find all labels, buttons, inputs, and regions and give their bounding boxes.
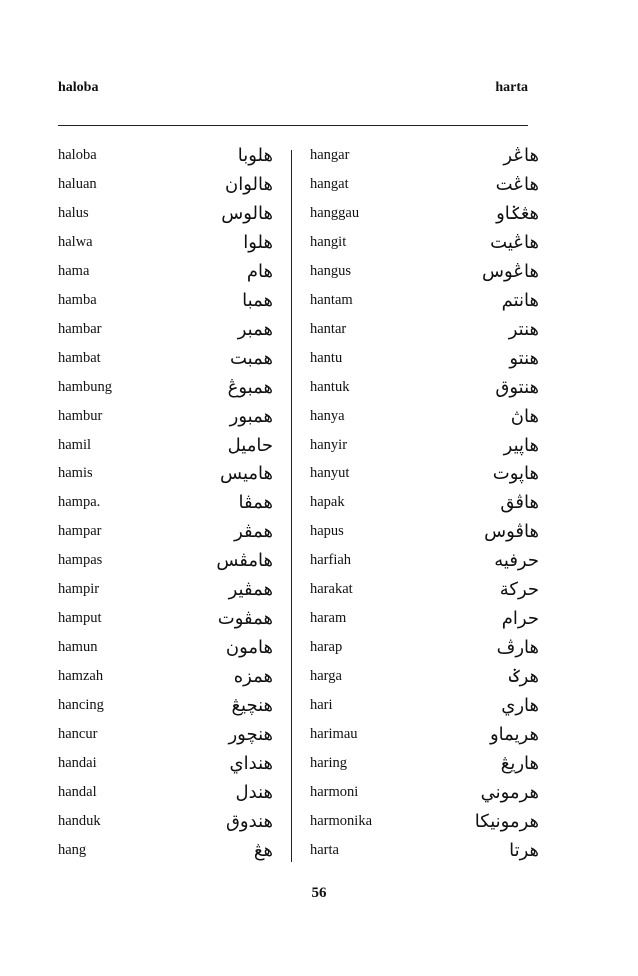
dictionary-entry: [58, 693, 283, 722]
jawi-word: هرݢ: [509, 666, 539, 688]
latin-word: hari: [310, 697, 333, 714]
dictionary-entry: [310, 259, 539, 288]
latin-word: hambung: [58, 378, 112, 395]
jawi-word: همڤوت: [217, 608, 273, 630]
dictionary-entry: [58, 404, 283, 433]
dictionary-entry: [58, 780, 283, 809]
dictionary-entry: [58, 288, 283, 317]
latin-word: hambat: [58, 349, 101, 366]
page-number: 56: [311, 885, 327, 901]
latin-word: haring: [310, 755, 348, 772]
latin-word: hambur: [58, 407, 103, 424]
dictionary-entry: [58, 577, 283, 606]
latin-word: hangar: [310, 147, 350, 163]
dictionary-entry: [310, 346, 539, 375]
dictionary-entry: [310, 230, 539, 259]
jawi-word: هاڤق: [500, 492, 539, 514]
jawi-word: هاڠت: [495, 173, 539, 195]
dictionary-entry: [310, 548, 539, 577]
jawi-word: هامڤس: [216, 550, 273, 572]
dictionary-entry: [58, 606, 283, 635]
jawi-word: هلوا: [243, 231, 273, 253]
dictionary-entry: [58, 838, 283, 867]
header-first-word: haloba: [58, 80, 99, 95]
jawi-word: هاڠوس: [482, 260, 539, 282]
latin-word: hamis: [58, 465, 93, 482]
latin-word: hanya: [310, 407, 345, 424]
jawi-word: هنتو: [509, 347, 539, 369]
dictionary-entry: [310, 693, 539, 722]
latin-word: hama: [58, 262, 90, 279]
dictionary-entry: [310, 461, 539, 490]
jawi-word: حاميل: [227, 434, 273, 456]
latin-word: hangit: [310, 233, 347, 250]
latin-word: hampir: [58, 581, 100, 598]
dictionary-entry: [310, 519, 539, 548]
left-column: [58, 143, 283, 867]
dictionary-entry: [310, 635, 539, 664]
dictionary-entry: [58, 433, 283, 462]
jawi-word: هالوان: [225, 173, 273, 195]
jawi-word: هاڠر: [503, 145, 539, 166]
latin-word: haloba: [58, 147, 97, 163]
dictionary-entry: [310, 201, 539, 230]
dictionary-entry: [310, 780, 539, 809]
dictionary-entry: [58, 751, 283, 780]
jawi-word: هرمونيکا: [474, 810, 539, 832]
latin-word: hapak: [310, 494, 345, 511]
dictionary-entry: [58, 635, 283, 664]
jawi-word: هنتوق: [495, 376, 539, 398]
jawi-word: هرتا: [509, 839, 539, 861]
dictionary-entry: [58, 230, 283, 259]
dictionary-entry: [310, 375, 539, 404]
dictionary-entry: [310, 172, 539, 201]
latin-word: harimau: [310, 726, 358, 743]
latin-word: haram: [310, 610, 347, 627]
jawi-word: هاڽوت: [492, 463, 539, 485]
latin-word: hampa.: [58, 494, 101, 511]
jawi-word: هندوق: [225, 810, 273, 832]
dictionary-entry: [310, 404, 539, 433]
dictionary-entry: [58, 317, 283, 346]
jawi-word: همڤير: [228, 579, 273, 601]
jawi-word: هنتر: [508, 318, 539, 340]
latin-word: harmoni: [310, 783, 359, 800]
latin-word: hampar: [58, 523, 102, 540]
dictionary-entry: [58, 548, 283, 577]
jawi-word: هاڽير: [503, 434, 539, 456]
dictionary-entry: [310, 722, 539, 751]
latin-word: hangat: [310, 175, 349, 192]
dictionary-entry: [58, 346, 283, 375]
jawi-word: هڠ: [253, 839, 273, 861]
jawi-word: هنچور: [228, 724, 273, 746]
dictionary-entry: [58, 490, 283, 519]
jawi-word: همبور: [229, 405, 273, 427]
header-rule: [58, 125, 528, 126]
dictionary-entry: [310, 809, 539, 838]
jawi-word: حرفيه: [494, 550, 539, 572]
latin-word: hanyut: [310, 465, 350, 482]
dictionary-entry: [58, 722, 283, 751]
jawi-word: همڤا: [238, 492, 273, 514]
jawi-word: حرام: [501, 608, 539, 630]
jawi-word: حركة: [499, 579, 539, 601]
latin-word: halwa: [58, 233, 93, 250]
dictionary-entry: [58, 664, 283, 693]
jawi-word: هندل: [235, 781, 273, 803]
latin-word: hanggau: [310, 204, 360, 221]
jawi-word: همبت: [229, 347, 273, 369]
latin-word: harap: [310, 639, 343, 656]
latin-word: harfiah: [310, 552, 352, 569]
jawi-word: هارڤ: [496, 637, 539, 659]
latin-word: hamil: [58, 436, 92, 453]
jawi-word: هريماو: [489, 724, 539, 746]
dictionary-entry: [58, 461, 283, 490]
dictionary-entry: [58, 375, 283, 404]
latin-word: hanyir: [310, 436, 348, 453]
jawi-word: هنداي: [229, 753, 273, 775]
latin-word: hancing: [58, 697, 104, 714]
dictionary-entry: [310, 606, 539, 635]
jawi-word: هاڠيت: [490, 231, 539, 253]
latin-word: hantu: [310, 349, 343, 366]
jawi-word: هالوس: [221, 202, 273, 224]
latin-word: hampas: [58, 552, 103, 569]
dictionary-entry: [58, 519, 283, 548]
jawi-word: همبا: [242, 289, 273, 311]
jawi-word: هنچيڠ: [231, 695, 273, 717]
latin-word: hangus: [310, 262, 352, 279]
dictionary-entry: [58, 143, 283, 172]
jawi-word: همبوڠ: [227, 376, 273, 398]
dictionary-entry: [310, 143, 539, 172]
jawi-word: همزه: [233, 666, 273, 688]
jawi-word: هام: [246, 260, 273, 282]
dictionary-entry: [310, 433, 539, 462]
latin-word: hamzah: [58, 668, 104, 685]
jawi-word: هاري: [501, 695, 539, 717]
latin-word: hapus: [310, 523, 344, 540]
jawi-word: هامون: [225, 637, 273, 659]
jawi-word: هاريڠ: [500, 753, 539, 775]
latin-word: harga: [310, 668, 342, 685]
dictionary-entry: [310, 577, 539, 606]
latin-word: hantuk: [310, 378, 350, 395]
latin-word: hamun: [58, 639, 98, 656]
jawi-word: همڤر: [234, 521, 273, 543]
latin-word: hancur: [58, 726, 98, 743]
dictionary-entry: [58, 809, 283, 838]
dictionary-entry: [58, 259, 283, 288]
latin-word: harmonika: [310, 812, 373, 829]
latin-word: halus: [58, 204, 89, 221]
right-column: [310, 143, 539, 867]
dictionary-entry: [310, 838, 539, 867]
dictionary-entry: [310, 664, 539, 693]
latin-word: handuk: [58, 812, 101, 829]
jawi-word: هاڤوس: [484, 521, 539, 543]
dictionary-entry: [58, 201, 283, 230]
column-divider: [291, 150, 292, 862]
latin-word: handal: [58, 783, 97, 800]
dictionary-entry: [310, 490, 539, 519]
jawi-word: هانتم: [501, 289, 539, 311]
latin-word: hamput: [58, 610, 102, 627]
latin-word: hantar: [310, 320, 347, 337]
jawi-word: هرموني: [480, 781, 539, 803]
latin-word: hambar: [58, 320, 102, 337]
running-header: [58, 80, 528, 104]
latin-word: handai: [58, 755, 97, 772]
dictionary-entry: [310, 317, 539, 346]
dictionary-entry: [310, 751, 539, 780]
latin-word: hantam: [310, 291, 353, 308]
jawi-word: همبر: [237, 318, 273, 340]
latin-word: hamba: [58, 291, 97, 308]
latin-word: harta: [310, 841, 339, 858]
header-last-word: harta: [495, 80, 528, 95]
latin-word: harakat: [310, 581, 353, 598]
latin-word: haluan: [58, 175, 97, 192]
jawi-word: هڠݢاو: [496, 202, 539, 224]
jawi-word: هاڽ: [510, 405, 539, 427]
dictionary-entry: [310, 288, 539, 317]
latin-word: hang: [58, 841, 87, 858]
dictionary-entry: [58, 172, 283, 201]
jawi-word: هلوبا: [237, 145, 273, 166]
jawi-word: هاميس: [220, 463, 273, 485]
